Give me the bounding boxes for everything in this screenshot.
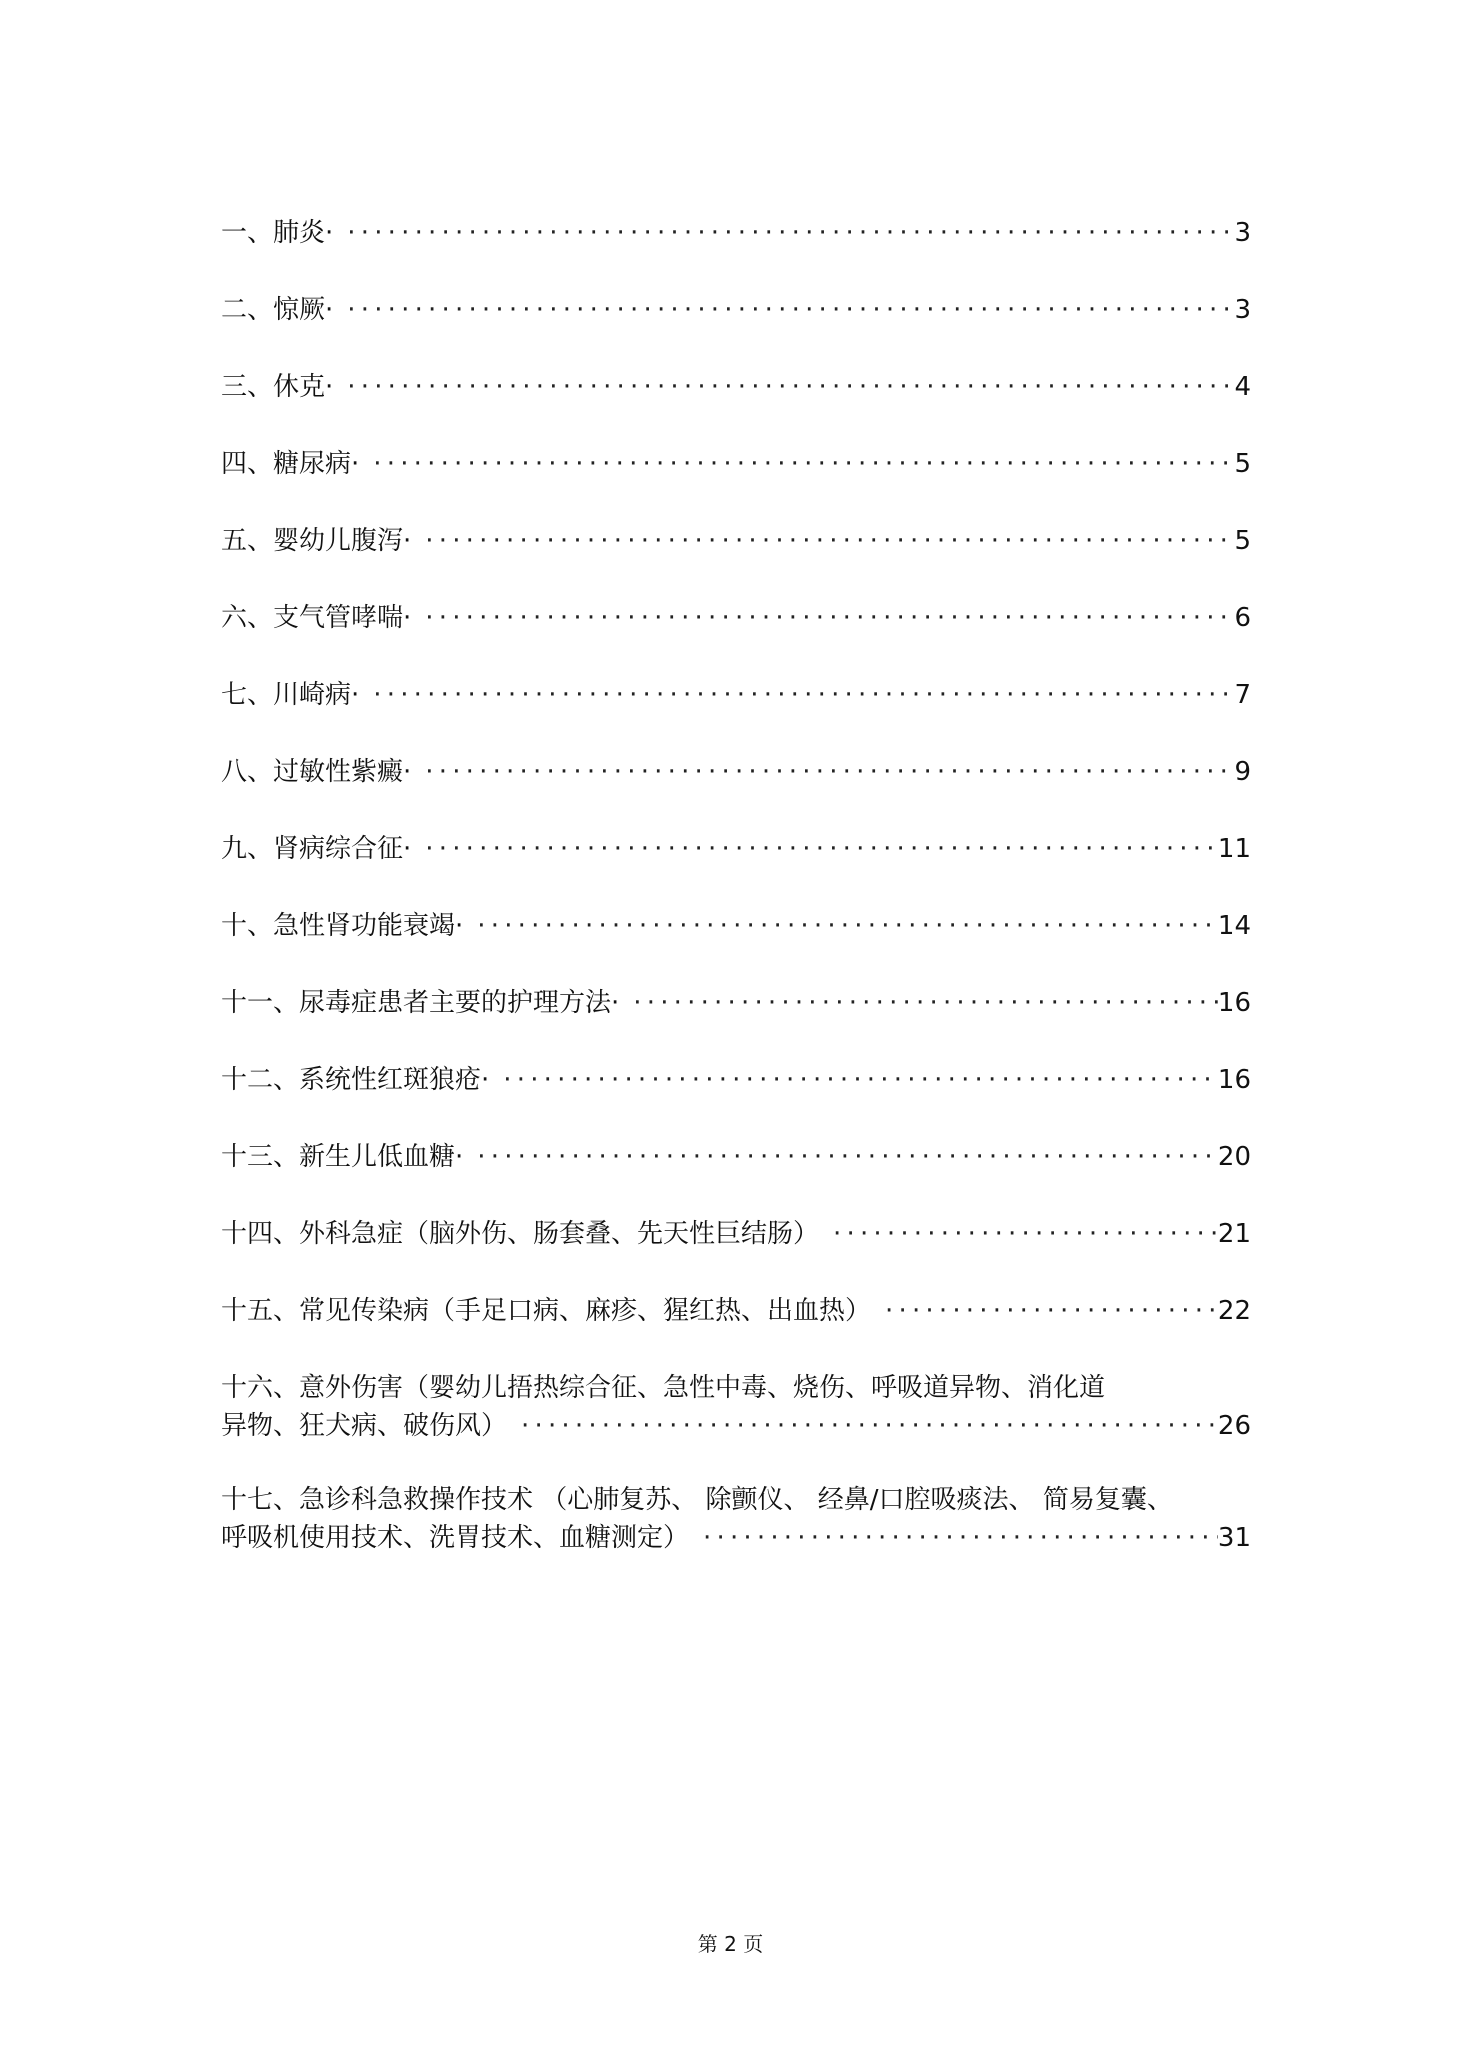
dot-leader — [333, 291, 1231, 329]
toc-entry[interactable] — [221, 984, 1251, 1022]
dot-leader — [333, 368, 1231, 406]
toc-entry[interactable] — [221, 1481, 1251, 1557]
toc-entry-title-line1: 十六、意外伤害（婴幼儿捂热综合征、急性中毒、烧伤、呼吸道异物、消化道 — [221, 1373, 1106, 1403]
dot-leader — [333, 214, 1231, 252]
dot-leader — [411, 830, 1218, 868]
toc-entry-page: 20 — [1217, 1142, 1251, 1172]
dot-leader — [411, 753, 1231, 791]
dot-leader — [819, 1215, 1218, 1253]
toc-entry[interactable] — [221, 214, 1251, 252]
dot-leader — [411, 599, 1231, 637]
page-number-label: 第 2 页 — [697, 1932, 764, 1956]
toc-entry-title: 五、婴幼儿腹泻· — [221, 526, 412, 556]
toc-entry-title: 八、过敏性紫癜· — [221, 757, 412, 787]
toc-entry-title: 一、肺炎· — [221, 218, 334, 248]
toc-entry-title: 三、休克· — [221, 372, 334, 402]
toc-entry-title: 十四、外科急症（脑外伤、肠套叠、先天性巨结肠） — [221, 1219, 820, 1249]
toc-entry-title-line2: 异物、狂犬病、破伤风） — [221, 1411, 508, 1441]
toc-entry[interactable] — [221, 291, 1251, 329]
toc-entry-title: 十五、常见传染病（手足口病、麻疹、猩红热、出血热） — [221, 1296, 872, 1326]
toc-entry-page: 16 — [1217, 988, 1251, 1018]
toc-entry-title: 十三、新生儿低血糖· — [221, 1142, 464, 1172]
dot-leader — [359, 676, 1231, 714]
dot-leader — [619, 984, 1218, 1022]
toc-entry-title-line2: 呼吸机使用技术、洗胃技术、血糖测定） — [221, 1523, 690, 1553]
toc-entry-page: 4 — [1234, 372, 1251, 402]
toc-entry-title: 四、糖尿病· — [221, 449, 360, 479]
dot-leader — [411, 522, 1231, 560]
toc-entry[interactable] — [221, 599, 1251, 637]
toc-entry[interactable] — [221, 522, 1251, 560]
toc-entry-page: 3 — [1234, 218, 1251, 248]
toc-entry-title: 十、急性肾功能衰竭· — [221, 911, 464, 941]
toc-entry-title: 六、支气管哮喘· — [221, 603, 412, 633]
toc-entry[interactable] — [221, 753, 1251, 791]
dot-leader — [463, 907, 1218, 945]
toc-entry[interactable] — [221, 1138, 1251, 1176]
toc-entry-title-line1: 十七、急诊科急救操作技术 （心肺复苏、 除颤仪、 经鼻/口腔吸痰法、 简易复囊、 — [221, 1485, 1173, 1515]
toc-entry-page: 3 — [1234, 295, 1251, 325]
toc-entry[interactable] — [221, 907, 1251, 945]
dot-leader — [463, 1138, 1218, 1176]
toc-entry-title: 九、肾病综合征· — [221, 834, 412, 864]
page-footer — [0, 1930, 1461, 1958]
toc-entry[interactable] — [221, 1061, 1251, 1099]
toc-entry-page: 22 — [1217, 1296, 1251, 1326]
toc-entry-page: 14 — [1217, 911, 1251, 941]
toc-entry-page: 7 — [1234, 680, 1251, 710]
toc-entry[interactable] — [221, 676, 1251, 714]
toc-entry-page: 6 — [1234, 603, 1251, 633]
toc-entry[interactable] — [221, 368, 1251, 406]
toc-entry[interactable] — [221, 1215, 1251, 1253]
toc-entry-title: 七、川崎病· — [221, 680, 360, 710]
toc-entry-title: 十一、尿毒症患者主要的护理方法· — [221, 988, 620, 1018]
toc-entry-page: 26 — [1217, 1411, 1251, 1441]
toc-entry-page: 5 — [1234, 449, 1251, 479]
toc-entry-page: 5 — [1234, 526, 1251, 556]
toc-entry[interactable] — [221, 1292, 1251, 1330]
dot-leader — [507, 1407, 1218, 1445]
toc-entry[interactable] — [221, 445, 1251, 483]
dot-leader — [359, 445, 1231, 483]
toc-entry[interactable] — [221, 830, 1251, 868]
toc-entry-title: 十二、系统性红斑狼疮· — [221, 1065, 490, 1095]
dot-leader — [489, 1061, 1218, 1099]
toc-entry-page: 16 — [1217, 1065, 1251, 1095]
dot-leader — [871, 1292, 1218, 1330]
toc-entry-title: 二、惊厥· — [221, 295, 334, 325]
toc-entry-page: 11 — [1217, 834, 1251, 864]
dot-leader — [689, 1519, 1218, 1557]
table-of-contents — [221, 214, 1251, 1593]
toc-entry-page: 21 — [1217, 1219, 1251, 1249]
toc-entry-page: 31 — [1217, 1523, 1251, 1553]
toc-entry-page: 9 — [1234, 757, 1251, 787]
toc-entry[interactable] — [221, 1369, 1251, 1445]
